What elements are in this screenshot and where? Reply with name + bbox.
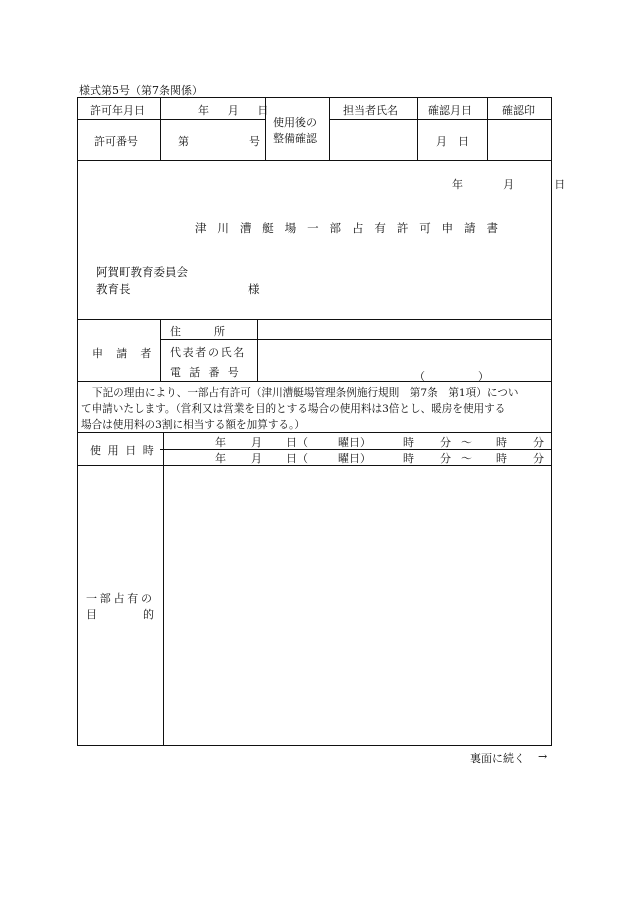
document-title: 津川漕艇場一部占有許可申請書 <box>195 221 509 235</box>
maintenance-check-line1: 使用後の <box>273 116 317 129</box>
address-label: 住 所 <box>170 325 225 338</box>
maintenance-check-line2: 整備確認 <box>273 132 317 145</box>
usage-start-minute: 分 <box>440 452 451 465</box>
usage-end-minute: 分 <box>533 452 544 465</box>
usage-range-tilde: ～ <box>461 436 472 449</box>
usage-day: 日（ <box>286 436 308 449</box>
notice-line1: 下記の理由により、一部占有許可（津川漕艇場管理条例施行規則 第7条 第1項）につい <box>92 387 519 399</box>
confirm-seal-label: 確認印 <box>502 104 535 117</box>
phone-paren-close: ） <box>478 370 489 383</box>
usage-range-tilde: ～ <box>461 452 472 465</box>
purpose-label-line1: 一部占有の <box>86 592 155 605</box>
usage-end-hour: 時 <box>496 436 507 449</box>
form-number: 様式第5号（第7条関係） <box>79 84 203 97</box>
addressee-board: 阿賀町教育委員会 <box>96 265 188 279</box>
permit-number-prefix: 第 <box>178 135 189 148</box>
usage-month: 月 <box>251 452 262 465</box>
usage-month: 月 <box>251 436 262 449</box>
addressee-honorific: 様 <box>248 282 260 296</box>
purpose-input-area[interactable] <box>164 466 551 745</box>
permit-number-suffix: 号 <box>249 135 260 148</box>
notice-line3: 場合は使用料の3割に相当する額を加算する。） <box>81 419 305 431</box>
continue-on-back: 裏面に続く <box>470 752 525 765</box>
right-arrow-icon: → <box>538 750 548 763</box>
permit-date-value: 年 月 日 <box>198 104 273 117</box>
permit-number-label: 許可番号 <box>94 135 138 148</box>
usage-start-hour: 時 <box>403 436 414 449</box>
usage-end-hour: 時 <box>496 452 507 465</box>
usage-weekday: 曜日） <box>338 452 371 465</box>
confirm-date-label: 確認月日 <box>428 104 472 117</box>
usage-day: 日（ <box>286 452 308 465</box>
usage-start-minute: 分 <box>440 436 451 449</box>
addressee-superintendent: 教育長 <box>96 282 131 296</box>
permit-date-label: 許可年月日 <box>90 104 145 117</box>
usage-year: 年 <box>215 452 226 465</box>
usage-end-minute: 分 <box>533 436 544 449</box>
phone-paren-open: （ <box>414 370 425 383</box>
usage-start-hour: 時 <box>403 452 414 465</box>
usage-year: 年 <box>215 436 226 449</box>
staff-name-label: 担当者氏名 <box>343 104 398 117</box>
application-date: 年 月 日 <box>452 178 572 191</box>
applicant-label: 申請者 <box>92 347 165 360</box>
confirm-date-value: 月 日 <box>436 135 469 148</box>
phone-label: 電話番号 <box>170 366 247 379</box>
notice-line2: て申請いたします。（営利又は営業を目的とする場合の使用料は3倍とし、暖房を使用する <box>81 403 506 415</box>
usage-datetime-label: 使用日時 <box>90 444 161 457</box>
representative-name-label: 代表者の氏名 <box>170 346 246 359</box>
purpose-label-line2-second: 的 <box>143 608 154 621</box>
usage-weekday: 曜日） <box>338 436 371 449</box>
purpose-label-line2-first: 目 <box>86 608 97 621</box>
